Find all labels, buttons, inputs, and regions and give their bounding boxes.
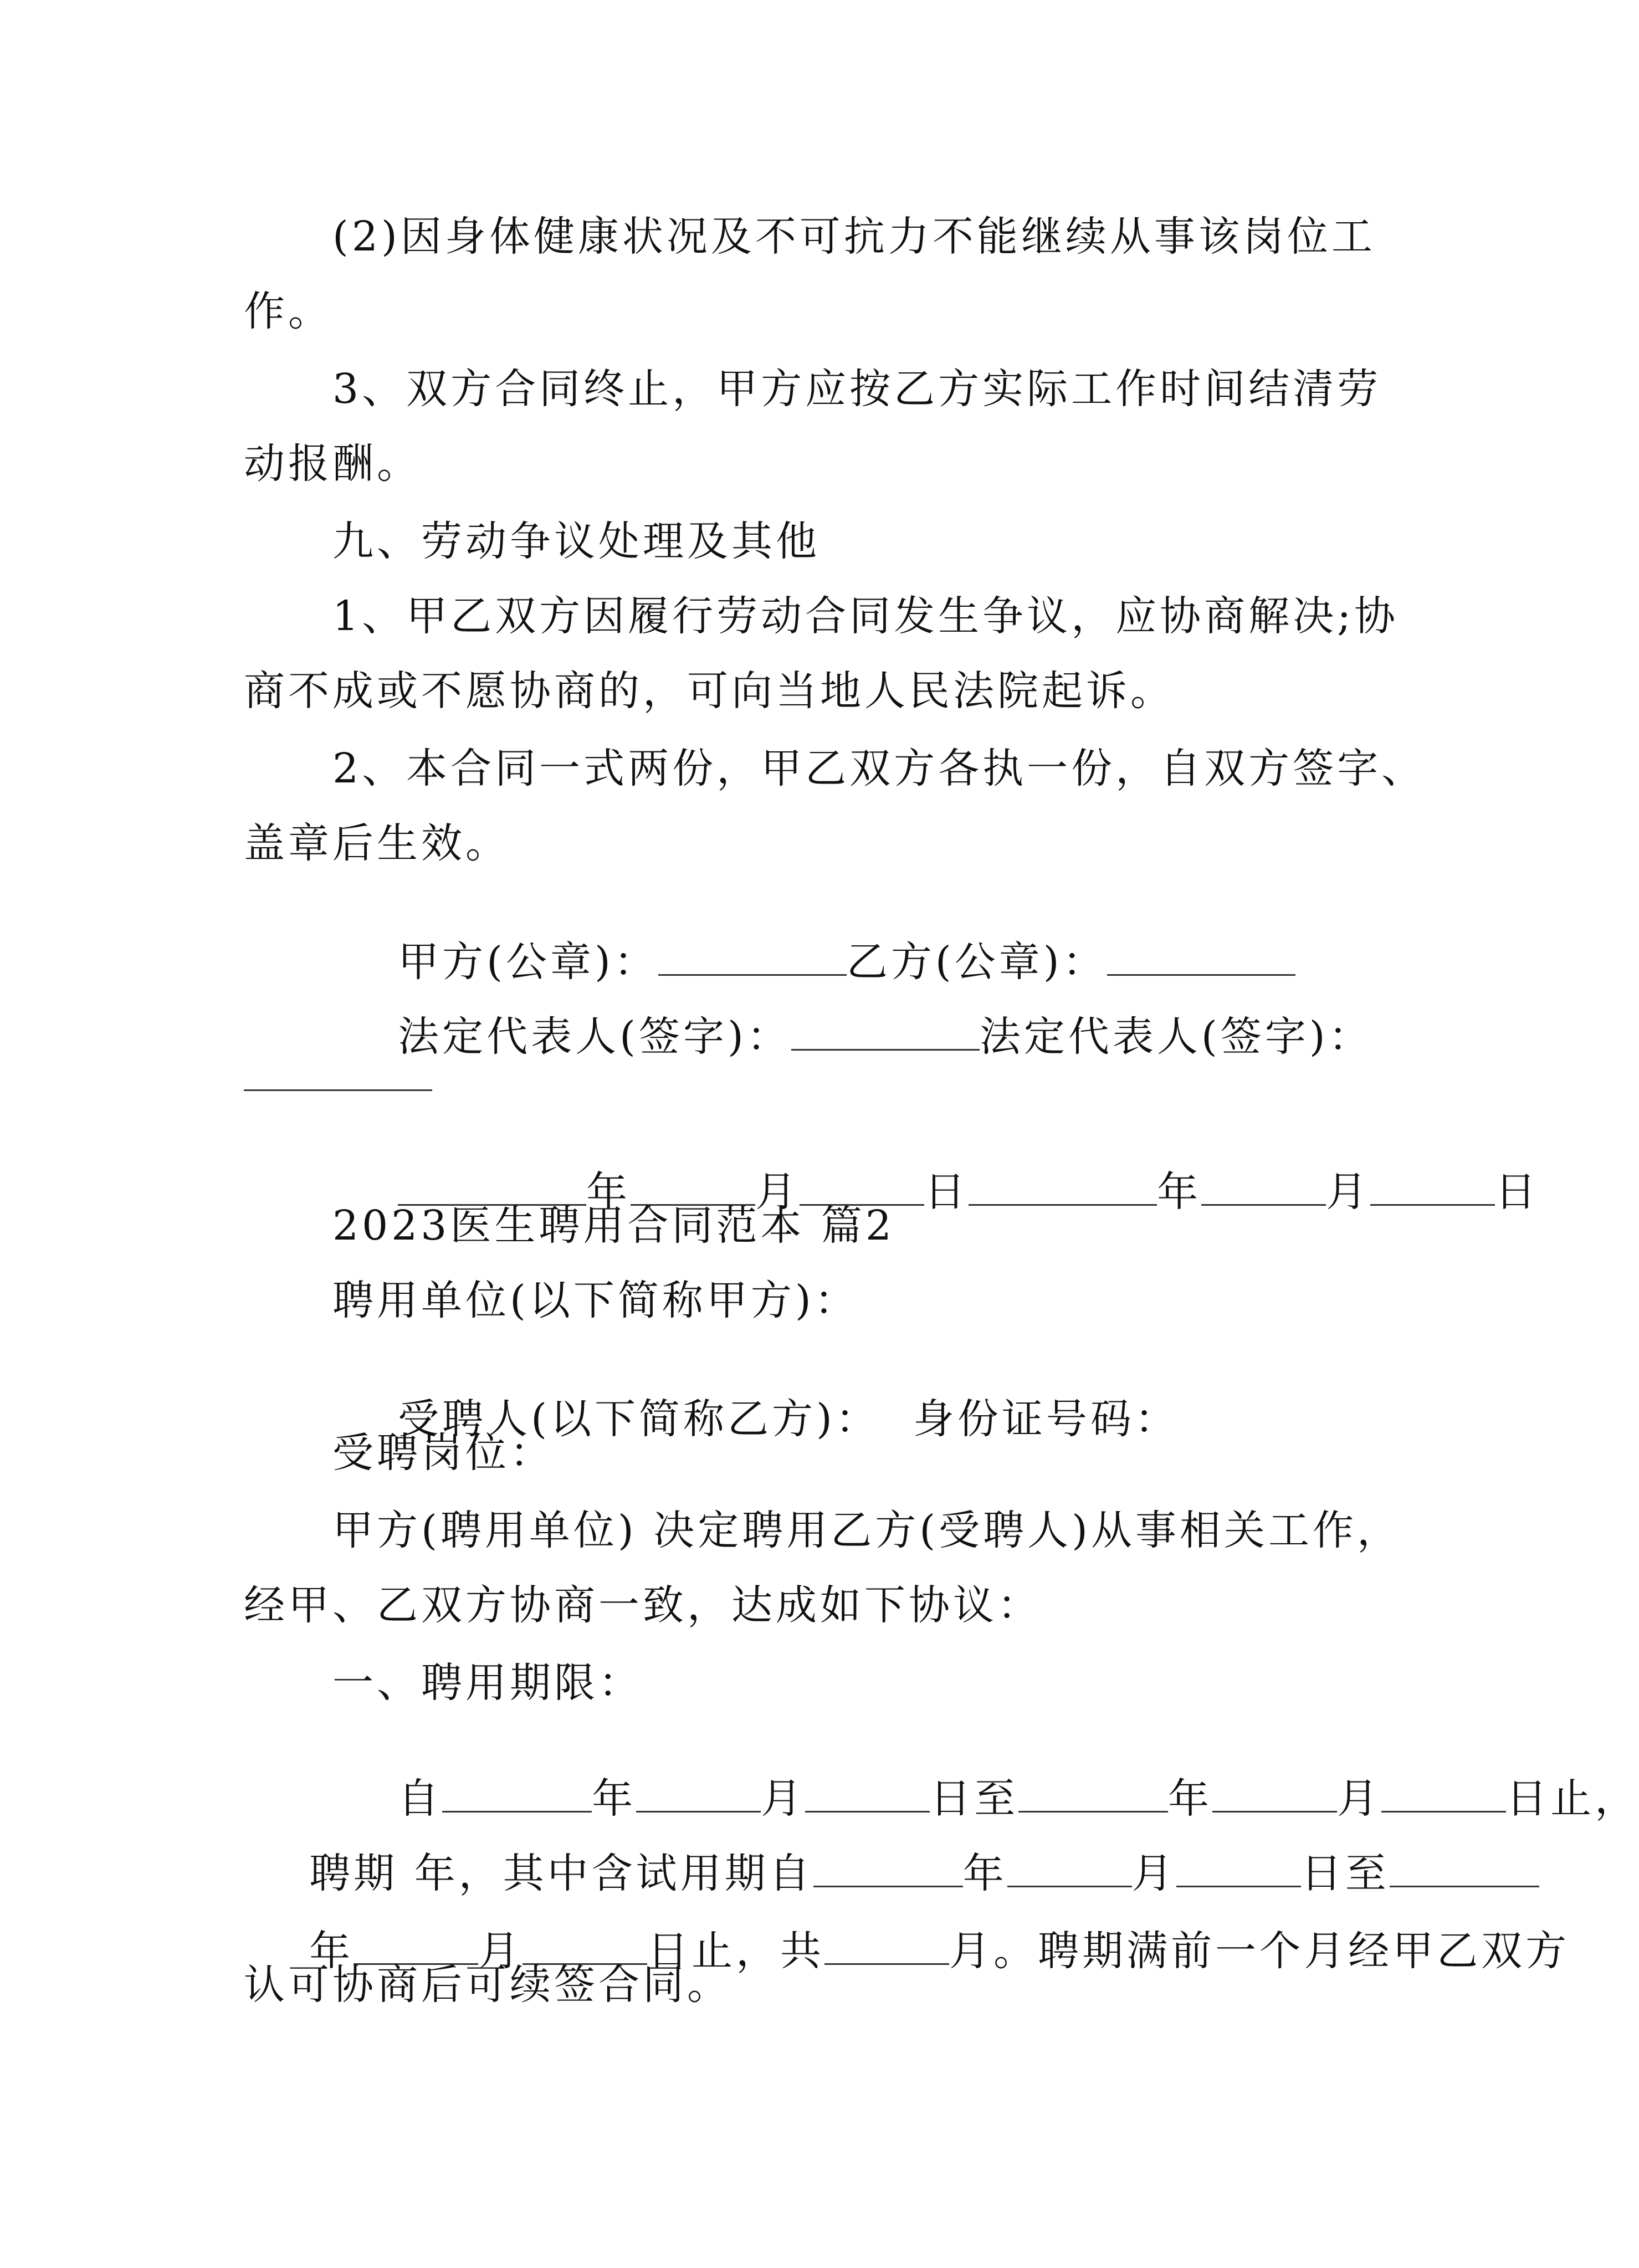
date-a-month: 月	[755, 1168, 800, 1216]
rep-a-label: 法定代表人(签字)：	[398, 1013, 791, 1061]
clause-9-1-line1: 1、甲乙双方因履行劳动合同发生争议，应协商解决;协	[332, 592, 1399, 640]
renewal-clause: 月。聘期满前一个月经甲乙双方	[949, 1927, 1570, 1975]
party-b-seal-label: 乙方(公章)：	[846, 938, 1107, 986]
term-from: 自	[398, 1775, 443, 1822]
employer-line: 聘用单位(以下简称甲方)：	[332, 1277, 859, 1324]
party-a-seal-label: 甲方(公章)：	[398, 938, 658, 986]
term-end-day: 日止，	[1506, 1775, 1639, 1822]
date-b-day: 日	[1495, 1168, 1540, 1216]
contract-2-title: 2023医生聘用合同范本 篇2	[332, 1202, 895, 1250]
clause-9-1-line2: 商不成或不愿协商的，可向当地人民法院起诉。	[244, 667, 1175, 715]
clause-8-3-line2: 动报酬。	[244, 440, 421, 488]
clause-9-2-line1: 2、本合同一式两份，甲乙双方各执一份，自双方签字、	[332, 745, 1426, 792]
trial-end-day: 日止，共	[647, 1927, 825, 1975]
term-start-year: 年	[592, 1775, 637, 1822]
position-line: 受聘岗位：	[332, 1429, 554, 1477]
trial-start-year-blank[interactable]	[813, 1885, 963, 1887]
representative-line	[332, 975, 1373, 1098]
date-b-year: 年	[1157, 1168, 1202, 1216]
term-period: 聘期 年，其中含试用期自	[309, 1850, 813, 1897]
trial-start-day: 日至	[1300, 1850, 1390, 1897]
trial-start-month: 月	[1131, 1850, 1176, 1897]
trial-months-blank[interactable]	[824, 1963, 949, 1965]
term-start-month: 月	[761, 1775, 806, 1822]
trial-start-day-blank[interactable]	[1176, 1885, 1301, 1887]
trial-start-month-blank[interactable]	[1007, 1885, 1132, 1887]
id-number-label: 身份证号码：	[913, 1395, 1179, 1443]
term-end-month: 月	[1337, 1775, 1382, 1822]
clause-8-2-line2: 作。	[244, 288, 332, 335]
employee-label: 受聘人(以下简称乙方)：	[398, 1395, 880, 1443]
term-start-day: 日至	[930, 1775, 1019, 1822]
rep-b-blank[interactable]	[244, 1089, 432, 1091]
trial-end-year-blank[interactable]	[1390, 1885, 1539, 1887]
rep-a-blank[interactable]	[791, 1048, 980, 1051]
clause-9-2-line2: 盖章后生效。	[244, 820, 510, 867]
term-heading: 一、聘用期限：	[332, 1659, 643, 1707]
date-b-year-blank[interactable]	[969, 1204, 1157, 1206]
date-b-month-blank[interactable]	[1201, 1204, 1326, 1206]
trial-end-year: 年	[309, 1927, 354, 1975]
rep-b-label: 法定代表人(签字)：	[979, 1013, 1373, 1061]
clause-8-3-line1: 3、双方合同终止，甲方应按乙方实际工作时间结清劳	[332, 365, 1382, 413]
intro-line1: 甲方(聘用单位) 决定聘用乙方(受聘人)从事相关工作，	[332, 1507, 1402, 1554]
clause-8-2-line1: (2)因身体健康状况及不可抗力不能继续从事该岗位工	[332, 213, 1376, 260]
trial-end-month: 月	[478, 1927, 523, 1975]
date-a-day: 日	[924, 1168, 969, 1216]
section-9-heading: 九、劳动争议处理及其他	[332, 518, 820, 565]
intro-line2: 经甲、乙双方协商一致，达成如下协议：	[244, 1581, 1042, 1629]
trial-start-year: 年	[962, 1850, 1007, 1897]
date-a-year: 年	[586, 1168, 631, 1216]
date-b-day-blank[interactable]	[1370, 1204, 1495, 1206]
term-end-year: 年	[1168, 1775, 1213, 1822]
date-b-month: 月	[1326, 1168, 1371, 1216]
term-line4: 认可协商后可续签合同。	[244, 1961, 731, 2009]
